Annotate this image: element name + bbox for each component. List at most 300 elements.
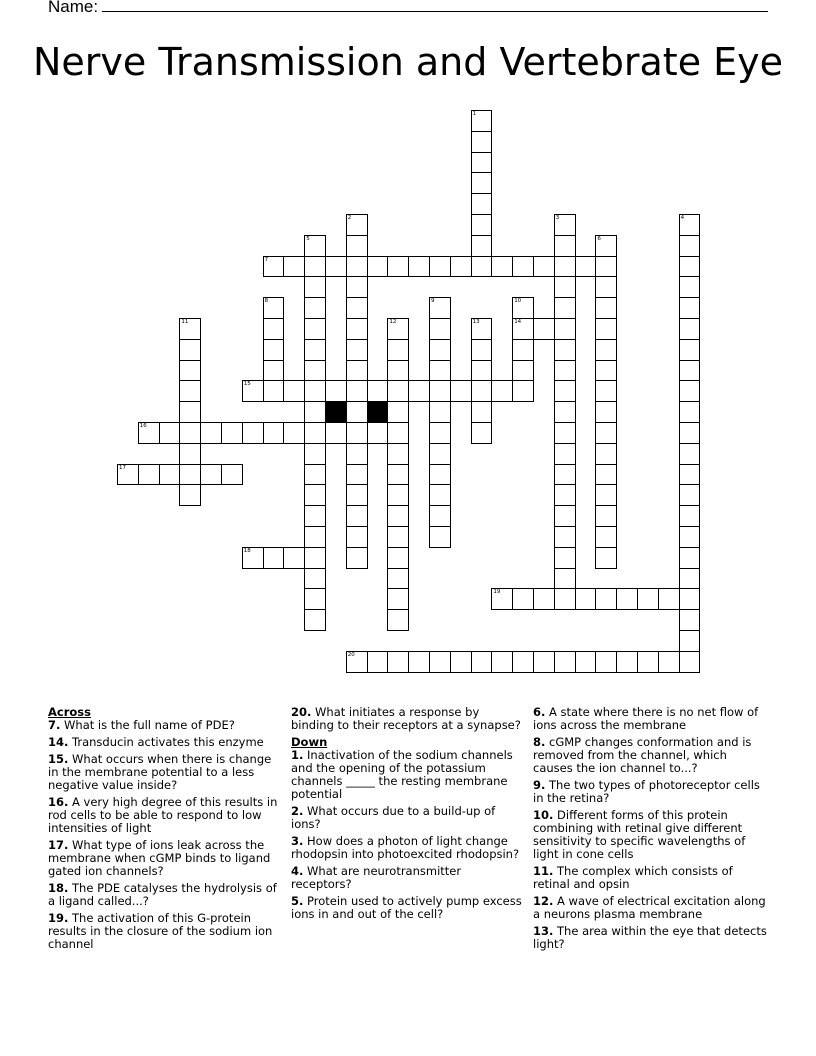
grid-cell[interactable]	[429, 526, 451, 548]
grid-cell[interactable]	[616, 651, 638, 673]
grid-cell[interactable]	[325, 422, 347, 444]
grid-cell[interactable]	[263, 380, 285, 402]
clue-label: 20.	[291, 705, 312, 719]
grid-cell[interactable]	[554, 235, 576, 257]
grid-cell[interactable]	[533, 588, 555, 610]
clue-text: How does a photon of light change rhodopsin into photoexcited rhodopsin?	[291, 834, 520, 861]
grid-cell[interactable]	[554, 339, 576, 361]
down-clue	[533, 895, 767, 921]
grid-cell[interactable]	[679, 568, 701, 590]
clue-text: Transducin activates this enzyme	[68, 735, 264, 749]
grid-cell[interactable]	[387, 318, 409, 340]
grid-cell[interactable]	[512, 339, 534, 361]
grid-cell[interactable]	[429, 464, 451, 486]
clue-number: 3	[555, 215, 560, 221]
grid-cell[interactable]	[595, 380, 617, 402]
clue-text: Inactivation of the sodium channels and the opening of the potassium channels _____ the resting membrane potential	[291, 748, 513, 801]
grid-cell[interactable]	[575, 256, 597, 278]
across-clue	[48, 912, 280, 951]
clue-number: 6	[597, 235, 601, 242]
grid-cell[interactable]	[554, 505, 576, 527]
clue-number: 10	[514, 298, 522, 305]
grid-cell[interactable]	[367, 380, 389, 402]
grid-cell[interactable]	[179, 360, 201, 382]
grid-cell[interactable]	[408, 651, 430, 673]
grid-cell[interactable]	[242, 547, 264, 569]
across-heading: Across	[48, 705, 91, 719]
grid-cell[interactable]	[595, 526, 617, 548]
grid-cell[interactable]	[304, 568, 326, 590]
grid-cell[interactable]	[200, 464, 222, 486]
grid-cell[interactable]	[554, 422, 576, 444]
grid-cell[interactable]	[304, 464, 326, 486]
grid-cell[interactable]	[554, 276, 576, 298]
down-clue	[291, 835, 523, 861]
grid-cell[interactable]	[533, 318, 555, 340]
grid-cell[interactable]	[533, 651, 555, 673]
grid-cell[interactable]	[595, 422, 617, 444]
clue-number: 11	[181, 319, 189, 325]
grid-cell[interactable]	[408, 380, 430, 402]
grid-cell[interactable]	[304, 609, 326, 631]
grid-cell[interactable]	[554, 464, 576, 486]
grid-cell[interactable]	[679, 588, 701, 610]
grid-cell[interactable]	[595, 297, 617, 319]
grid-cell[interactable]	[554, 256, 576, 278]
grid-cell[interactable]	[387, 526, 409, 548]
grid-cell[interactable]	[429, 297, 451, 319]
grid-cell[interactable]	[554, 401, 576, 423]
page-title: Nerve Transmission and Vertebrate Eye	[32, 40, 784, 84]
grid-cell[interactable]	[554, 526, 576, 548]
clue-number: 17	[119, 464, 126, 471]
clue-number: 7	[264, 256, 269, 263]
clue-label: 4.	[291, 864, 304, 878]
grid-cell[interactable]	[471, 651, 493, 673]
grid-cell[interactable]	[283, 547, 305, 569]
clue-number: 4	[680, 215, 685, 221]
clues-column-1	[48, 706, 280, 955]
grid-cell[interactable]	[429, 443, 451, 465]
grid-cell[interactable]	[263, 422, 285, 444]
grid-cell[interactable]	[595, 443, 617, 465]
grid-cell[interactable]	[471, 214, 493, 236]
grid-cell[interactable]	[679, 464, 701, 486]
grid-cell[interactable]	[554, 214, 576, 236]
grid-cell[interactable]	[471, 193, 493, 215]
across-clue	[291, 706, 523, 732]
grid-cell[interactable]	[679, 318, 701, 340]
grid-cell[interactable]	[304, 360, 326, 382]
grid-cell[interactable]	[429, 256, 451, 278]
clue-label: 8.	[533, 735, 546, 749]
grid-cell[interactable]	[346, 401, 368, 423]
clue-label: 11.	[533, 864, 554, 878]
grid-cell[interactable]	[387, 568, 409, 590]
grid-cell[interactable]	[304, 297, 326, 319]
down-heading: Down	[291, 735, 328, 749]
grid-cell[interactable]	[304, 547, 326, 569]
grid-cell[interactable]	[263, 318, 285, 340]
clue-text: What is the full name of PDE?	[60, 718, 235, 732]
clue-label: 14.	[48, 735, 69, 749]
grid-cell[interactable]	[179, 401, 201, 423]
clue-text: A very high degree of this results in rod cells to be able to respond to low intensities of light	[48, 795, 278, 835]
grid-cell[interactable]	[471, 360, 493, 382]
grid-cell[interactable]	[679, 651, 701, 673]
grid-cell[interactable]	[304, 401, 326, 423]
clue-label: 9.	[533, 778, 546, 792]
grid-cell[interactable]	[512, 297, 534, 319]
grid-cell[interactable]	[263, 360, 285, 382]
grid-cell[interactable]	[554, 547, 576, 569]
across-clue	[48, 796, 280, 835]
clue-text: A state where there is no net flow of ions across the membrane	[533, 705, 759, 732]
grid-cell[interactable]	[491, 651, 513, 673]
grid-cell[interactable]	[616, 588, 638, 610]
grid-cell[interactable]	[179, 464, 201, 486]
clue-text: Different forms of this protein combining with retinal give different sensitivity to specific wavelengths of light in cone cells	[533, 808, 746, 861]
grid-cell[interactable]	[554, 318, 576, 340]
clue-text: What initiates a response by binding to their receptors at a synapse?	[291, 705, 521, 732]
grid-cell[interactable]	[304, 588, 326, 610]
grid-cell[interactable]	[346, 214, 368, 236]
grid-cell[interactable]	[679, 630, 701, 652]
grid-cell[interactable]	[679, 214, 701, 236]
grid-block	[325, 401, 347, 423]
grid-cell[interactable]	[595, 235, 617, 257]
grid-cell[interactable]	[595, 360, 617, 382]
clue-number: 20	[347, 651, 355, 658]
grid-cell[interactable]	[595, 318, 617, 340]
grid-cell[interactable]	[304, 235, 326, 257]
grid-cell[interactable]	[471, 152, 493, 174]
grid-cell[interactable]	[512, 651, 534, 673]
down-clue	[533, 865, 767, 891]
grid-cell[interactable]	[679, 609, 701, 631]
grid-cell[interactable]	[491, 256, 513, 278]
grid-cell[interactable]	[304, 526, 326, 548]
clue-number: 12	[389, 319, 397, 325]
clues-column-3	[533, 706, 767, 955]
clue-label: 19.	[48, 911, 69, 925]
clue-number: 16	[139, 423, 147, 429]
grid-cell[interactable]	[512, 380, 534, 402]
clue-label: 1.	[291, 748, 304, 762]
grid-cell[interactable]	[263, 547, 285, 569]
grid-cell[interactable]	[471, 380, 493, 402]
grid-cell[interactable]	[554, 484, 576, 506]
across-clue	[48, 839, 280, 878]
grid-cell[interactable]	[346, 380, 368, 402]
clue-text: The area within the eye that detects light?	[533, 924, 767, 951]
clue-number: 2	[347, 215, 352, 221]
clues-column-2	[291, 706, 523, 925]
grid-cell[interactable]	[533, 256, 555, 278]
grid-cell[interactable]	[346, 297, 368, 319]
grid-cell[interactable]	[325, 256, 347, 278]
grid-cell[interactable]	[471, 172, 493, 194]
grid-cell[interactable]	[679, 380, 701, 402]
clue-label: 16.	[48, 795, 69, 809]
clue-text: cGMP changes conformation and is removed from the channel, which causes the ion channel to...?	[533, 735, 752, 775]
clue-label: 12.	[533, 894, 554, 908]
grid-cell[interactable]	[387, 256, 409, 278]
grid-cell[interactable]	[387, 380, 409, 402]
grid-cell[interactable]	[179, 318, 201, 340]
grid-cell[interactable]	[679, 422, 701, 444]
grid-cell[interactable]	[595, 484, 617, 506]
grid-cell[interactable]	[491, 588, 513, 610]
grid-cell[interactable]	[283, 422, 305, 444]
grid-cell[interactable]	[595, 505, 617, 527]
clue-number: 15	[243, 381, 251, 388]
grid-cell[interactable]	[304, 380, 326, 402]
grid-cell[interactable]	[637, 651, 659, 673]
clue-number: 13	[472, 319, 480, 325]
grid-cell[interactable]	[346, 526, 368, 548]
clue-text: What occurs when there is change in the membrane potential to a less negative value inside?	[48, 752, 272, 792]
grid-cell[interactable]	[304, 505, 326, 527]
name-label: Name:	[48, 0, 99, 16]
grid-cell[interactable]	[679, 401, 701, 423]
grid-cell[interactable]	[200, 422, 222, 444]
grid-cell[interactable]	[179, 339, 201, 361]
grid-cell[interactable]	[595, 256, 617, 278]
grid-cell[interactable]	[679, 526, 701, 548]
grid-cell[interactable]	[367, 651, 389, 673]
grid-cell[interactable]	[679, 339, 701, 361]
grid-cell[interactable]	[512, 318, 534, 340]
clue-number: 1	[472, 111, 477, 117]
grid-cell[interactable]	[387, 443, 409, 465]
grid-cell[interactable]	[304, 484, 326, 506]
down-clue	[533, 706, 767, 732]
grid-cell[interactable]	[512, 588, 534, 610]
grid-cell[interactable]	[575, 651, 597, 673]
grid-cell[interactable]	[346, 422, 368, 444]
grid-cell[interactable]	[679, 547, 701, 569]
grid-cell[interactable]	[679, 297, 701, 319]
clue-label: 17.	[48, 838, 69, 852]
grid-cell[interactable]	[679, 276, 701, 298]
grid-cell[interactable]	[595, 464, 617, 486]
grid-cell[interactable]	[263, 297, 285, 319]
grid-cell[interactable]	[471, 131, 493, 153]
grid-cell[interactable]	[179, 443, 201, 465]
grid-cell[interactable]	[304, 318, 326, 340]
grid-cell[interactable]	[159, 422, 181, 444]
down-clue	[533, 809, 767, 861]
grid-cell[interactable]	[304, 276, 326, 298]
grid-cell[interactable]	[471, 235, 493, 257]
grid-cell[interactable]	[117, 464, 139, 486]
grid-cell[interactable]	[179, 380, 201, 402]
grid-cell[interactable]	[242, 380, 264, 402]
grid-cell[interactable]	[429, 422, 451, 444]
grid-cell[interactable]	[595, 651, 617, 673]
grid-cell[interactable]	[679, 256, 701, 278]
down-clue	[291, 749, 523, 801]
grid-cell[interactable]	[304, 443, 326, 465]
clue-label: 7.	[48, 718, 61, 732]
clue-text: What type of ions leak across the membrane when cGMP binds to ligand gated ion channels?	[48, 838, 271, 878]
clue-text: The two types of photoreceptor cells in the retina?	[533, 778, 760, 805]
grid-cell[interactable]	[346, 276, 368, 298]
grid-cell[interactable]	[221, 422, 243, 444]
grid-cell[interactable]	[554, 651, 576, 673]
grid-cell[interactable]	[283, 380, 305, 402]
clue-label: 10.	[533, 808, 554, 822]
grid-cell[interactable]	[387, 588, 409, 610]
grid-cell[interactable]	[387, 651, 409, 673]
grid-cell[interactable]	[346, 505, 368, 527]
grid-cell[interactable]	[450, 256, 472, 278]
grid-cell[interactable]	[595, 401, 617, 423]
grid-cell[interactable]	[429, 360, 451, 382]
across-clue	[48, 736, 280, 749]
grid-cell[interactable]	[450, 651, 472, 673]
clue-text: What occurs due to a build-up of ions?	[291, 804, 496, 831]
clue-text: The activation of this G-protein results in the closure of the sodium ion channel	[48, 911, 273, 951]
grid-cell[interactable]	[554, 360, 576, 382]
grid-cell[interactable]	[471, 401, 493, 423]
clue-label: 18.	[48, 881, 69, 895]
clue-text: A wave of electrical excitation along a neurons plasma membrane	[533, 894, 766, 921]
grid-cell[interactable]	[346, 360, 368, 382]
grid-cell[interactable]	[471, 110, 493, 132]
down-clue	[533, 779, 767, 805]
grid-cell[interactable]	[346, 464, 368, 486]
grid-cell[interactable]	[429, 339, 451, 361]
grid-cell[interactable]	[679, 235, 701, 257]
clue-text: The complex which consists of retinal and opsin	[533, 864, 733, 891]
grid-cell[interactable]	[554, 443, 576, 465]
grid-cell[interactable]	[491, 380, 513, 402]
grid-cell[interactable]	[138, 464, 160, 486]
grid-cell[interactable]	[387, 401, 409, 423]
grid-cell[interactable]	[429, 318, 451, 340]
grid-cell[interactable]	[346, 443, 368, 465]
clue-label: 2.	[291, 804, 304, 818]
grid-cell[interactable]	[429, 484, 451, 506]
across-clue	[48, 719, 280, 732]
grid-cell[interactable]	[387, 505, 409, 527]
grid-cell[interactable]	[387, 360, 409, 382]
down-clue	[291, 865, 523, 891]
grid-cell[interactable]	[429, 505, 451, 527]
grid-cell[interactable]	[159, 464, 181, 486]
grid-cell[interactable]	[138, 422, 160, 444]
grid-cell[interactable]	[387, 464, 409, 486]
grid-cell[interactable]	[679, 505, 701, 527]
grid-cell[interactable]	[387, 422, 409, 444]
clue-number: 19	[493, 589, 501, 596]
clue-text: Protein used to actively pump excess ions in and out of the cell?	[291, 894, 522, 921]
grid-cell[interactable]	[346, 235, 368, 257]
grid-cell[interactable]	[304, 422, 326, 444]
down-clue	[533, 736, 767, 775]
grid-cell[interactable]	[325, 380, 347, 402]
grid-cell[interactable]	[263, 339, 285, 361]
clue-number: 8	[264, 298, 269, 305]
grid-cell[interactable]	[242, 422, 264, 444]
grid-cell[interactable]	[595, 588, 617, 610]
grid-cell[interactable]	[471, 422, 493, 444]
grid-cell[interactable]	[304, 339, 326, 361]
grid-cell[interactable]	[575, 588, 597, 610]
grid-cell[interactable]	[471, 318, 493, 340]
grid-cell[interactable]	[387, 609, 409, 631]
grid-cell[interactable]	[429, 380, 451, 402]
down-clue	[291, 895, 523, 921]
grid-cell[interactable]	[387, 547, 409, 569]
grid-cell[interactable]	[450, 380, 472, 402]
grid-cell[interactable]	[595, 339, 617, 361]
grid-cell[interactable]	[346, 256, 368, 278]
grid-cell[interactable]	[595, 276, 617, 298]
grid-cell[interactable]	[637, 588, 659, 610]
grid-cell[interactable]	[471, 339, 493, 361]
grid-cell[interactable]	[263, 256, 285, 278]
grid-cell[interactable]	[679, 443, 701, 465]
grid-cell[interactable]	[429, 401, 451, 423]
grid-cell[interactable]	[554, 380, 576, 402]
clue-number: 18	[243, 547, 251, 554]
grid-cell[interactable]	[471, 256, 493, 278]
clue-number: 9	[431, 298, 435, 305]
grid-cell[interactable]	[346, 484, 368, 506]
grid-cell[interactable]	[554, 568, 576, 590]
down-clue	[533, 925, 767, 951]
grid-block	[367, 401, 389, 423]
clue-text: What are neurotransmitter receptors?	[291, 864, 462, 891]
grid-cell[interactable]	[429, 651, 451, 673]
grid-cell[interactable]	[387, 339, 409, 361]
grid-cell[interactable]	[346, 318, 368, 340]
clue-label: 5.	[291, 894, 304, 908]
grid-cell[interactable]	[179, 484, 201, 506]
clue-label: 3.	[291, 834, 304, 848]
grid-cell[interactable]	[367, 256, 389, 278]
grid-cell[interactable]	[179, 422, 201, 444]
down-clue	[291, 805, 523, 831]
grid-cell[interactable]	[304, 256, 326, 278]
grid-cell[interactable]	[554, 297, 576, 319]
grid-cell[interactable]	[221, 464, 243, 486]
grid-cell[interactable]	[283, 256, 305, 278]
grid-cell[interactable]	[387, 484, 409, 506]
grid-cell[interactable]	[408, 256, 430, 278]
grid-cell[interactable]	[346, 547, 368, 569]
grid-cell[interactable]	[554, 588, 576, 610]
grid-cell[interactable]	[679, 360, 701, 382]
clue-label: 15.	[48, 752, 69, 766]
grid-cell[interactable]	[346, 339, 368, 361]
grid-cell[interactable]	[512, 360, 534, 382]
across-clue	[48, 753, 280, 792]
grid-cell[interactable]	[679, 484, 701, 506]
grid-cell[interactable]	[658, 651, 680, 673]
grid-cell[interactable]	[658, 588, 680, 610]
grid-cell[interactable]	[346, 651, 368, 673]
grid-cell[interactable]	[367, 422, 389, 444]
grid-cell[interactable]	[595, 547, 617, 569]
across-clue	[48, 882, 280, 908]
clue-label: 6.	[533, 705, 546, 719]
clue-label: 13.	[533, 924, 554, 938]
grid-cell[interactable]	[512, 256, 534, 278]
